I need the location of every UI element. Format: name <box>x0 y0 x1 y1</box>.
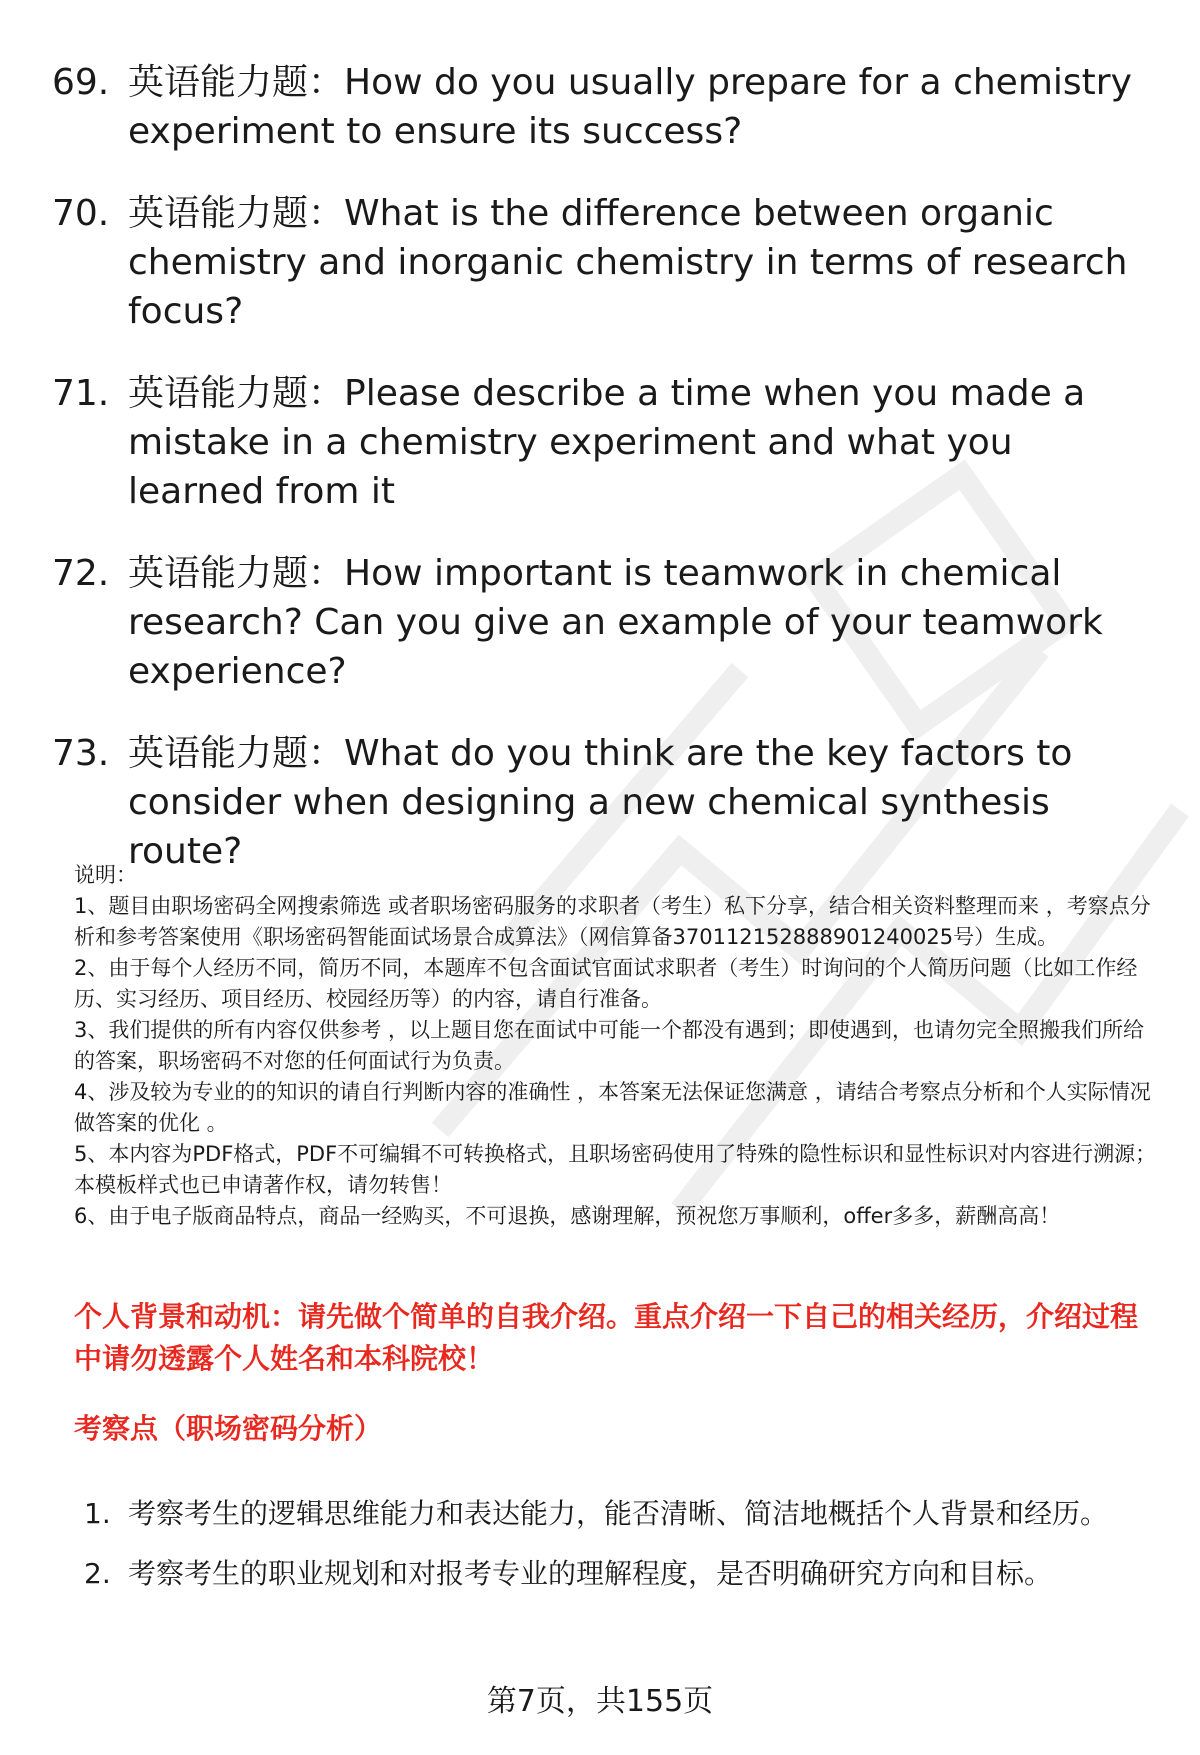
question-item <box>0 189 1200 336</box>
question-number: 71. <box>52 373 110 414</box>
note-item: 5、本内容为PDF格式，PDF不可编辑不可转换格式，且职场密码使用了特殊的隐性标识和显性标识对内容进行溯源；本模板样式也已申请著作权，请勿转售！ <box>74 1142 1157 1197</box>
note-item: 6、由于电子版商品特点，商品一经购买，不可退换，感谢理解，预祝您万事顺利，offer多多，薪酬高高！ <box>74 1204 1061 1228</box>
notes-heading: 说明： <box>74 863 137 887</box>
disclaimer-notes <box>74 860 1164 1232</box>
note-item: 3、我们提供的所有内容仅供参考 ，以上题目您在面试中可能一个都没有遇到；即使遇到，也请勿完全照搬我们所给的答案，职场密码不对您的任何面试行为负责。 <box>74 1018 1145 1073</box>
note-item: 4、涉及较为专业的的知识的请自行判断内容的准确性 ，本答案无法保证您满意 ，请结合考察点分析和个人实际情况做答案的优化 。 <box>74 1080 1151 1135</box>
question-list <box>0 58 1200 909</box>
page-footer: 第7页，共155页 <box>486 1684 714 1719</box>
analysis-points <box>0 1484 1200 1604</box>
point-text: 考察考生的逻辑思维能力和表达能力，能否清晰、简洁地概括个人背景和经历。 <box>128 1497 1109 1530</box>
subsection-title: 考察点（职场密码分析） <box>74 1412 383 1445</box>
point-number: 1. <box>84 1497 111 1530</box>
question-number: 73. <box>52 733 110 774</box>
analysis-point <box>0 1544 1200 1604</box>
point-number: 2. <box>84 1557 111 1590</box>
question-number: 70. <box>52 193 110 234</box>
question-item <box>0 549 1200 696</box>
point-text: 考察考生的职业规划和对报考专业的理解程度，是否明确研究方向和目标。 <box>128 1557 1053 1590</box>
question-text: 英语能力题：What do you think are the key factors to consider when designing a new chemical synthesis route? <box>128 733 1073 872</box>
question-text: 英语能力题：What is the difference between organic chemistry and inorganic chemistry in terms of research focus? <box>128 193 1128 332</box>
question-item <box>0 369 1200 516</box>
analysis-point <box>0 1484 1200 1544</box>
question-text: 英语能力题：Please describe a time when you made a mistake in a chemistry experiment and what you learned from it <box>128 373 1086 512</box>
section-title: 个人背景和动机：请先做个简单的自我介绍。重点介绍一下自己的相关经历，介绍过程中请勿透露个人姓名和本科院校！ <box>74 1300 1139 1375</box>
question-number: 69. <box>52 62 110 103</box>
note-item: 2、由于每个人经历不同，简历不同，本题库不包含面试官面试求职者（考生）时询问的个人简历问题（比如工作经历、实习经历、项目经历、校园经历等）的内容，请自行准备。 <box>74 956 1138 1011</box>
question-text: 英语能力题：How do you usually prepare for a chemistry experiment to ensure its success? <box>128 62 1132 152</box>
question-number: 72. <box>52 553 110 594</box>
question-item <box>0 58 1200 156</box>
note-item: 1、题目由职场密码全网搜索筛选 或者职场密码服务的求职者（考生）私下分享，结合相关资料整理而来 ，考察点分析和参考答案使用《职场密码智能面试场景合成算法》（网信算备370112152888901240025号）生成。 <box>74 894 1151 949</box>
question-text: 英语能力题：How important is teamwork in chemical research? Can you give an example of your teamwork experience? <box>128 553 1103 692</box>
question-item <box>0 729 1200 876</box>
